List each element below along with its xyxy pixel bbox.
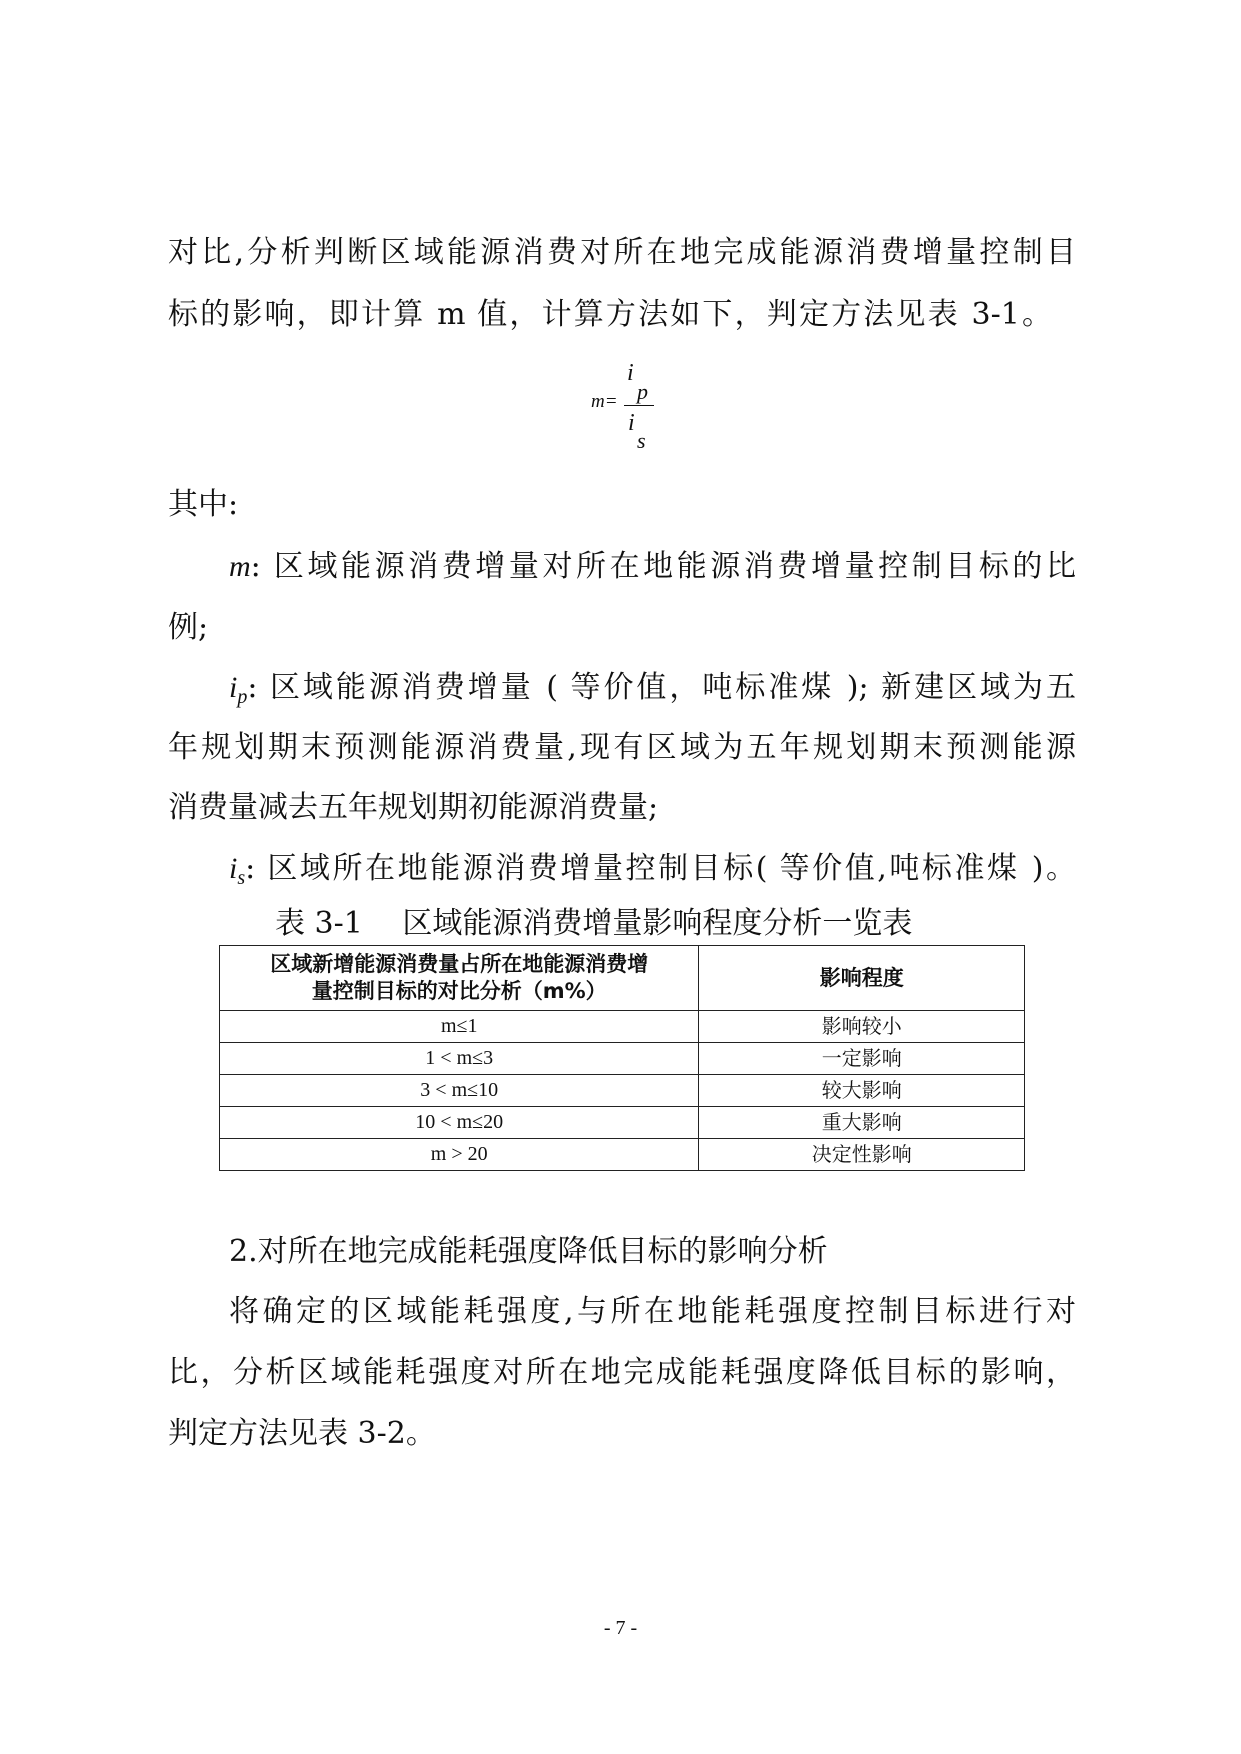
formula-numerator-i: i [627,360,634,386]
paragraph-line: 对比,分析判断区域能源消费对所在地完成能源消费增量控制目 [168,235,1076,270]
formula-lhs: m= [591,391,618,412]
header-impact: 影响程度 [699,946,1025,1011]
header-ratio-line1: 区域新增能源消费量占所在地能源消费增 [270,952,649,976]
impact-table [219,945,1025,1171]
formula-denominator-sub: s [637,428,646,453]
range-cell: m > 20 [220,1139,699,1171]
ip-definition-line3: 消费量减去五年规划期初能源消费量; [168,790,659,825]
ip-definition-text: : 区域能源消费增量 ( 等价值，吨标准煤 ); 新建区域为五 [247,670,1076,705]
table-row [220,1107,1025,1139]
impact-cell: 重大影响 [699,1107,1025,1139]
range-cell: 3 < m≤10 [220,1075,699,1107]
table-row [220,1139,1025,1171]
ip-symbol: i [229,671,238,704]
impact-cell: 较大影响 [699,1075,1025,1107]
header-ratio-line2: 量控制目标的对比分析（m%） [311,979,607,1003]
paragraph-line: 将确定的区域能耗强度,与所在地能耗强度控制目标进行对 [229,1294,1076,1329]
paragraph-line: 标的影响，即计算 m 值，计算方法如下，判定方法见表 3-1。 [168,297,1052,332]
impact-cell: 影响较小 [699,1011,1025,1043]
table-caption: 表 3-1 区域能源消费增量影响程度分析一览表 [275,906,913,941]
table-row [220,1075,1025,1107]
is-definition [229,849,1076,898]
ip-definition-line1 [229,668,1076,717]
paragraph-line: 比，分析区域能耗强度对所在地完成能耗强度降低目标的影响， [168,1355,1076,1390]
header-ratio [220,946,699,1011]
qizhong-label: 其中: [168,487,239,522]
impact-cell: 一定影响 [699,1043,1025,1075]
formula-denominator-i: i [628,410,635,436]
range-cell: 1 < m≤3 [220,1043,699,1075]
m-definition-line1 [229,547,1076,587]
range-cell: m≤1 [220,1011,699,1043]
table-row [220,1043,1025,1075]
ip-definition-line2: 年规划期末预测能源消费量,现有区域为五年规划期末预测能源 [168,730,1076,765]
m-definition-text: : 区域能源消费增量对所在地能源消费增量控制目标的比 [250,549,1076,584]
ip-subscript: p [237,686,248,708]
section-heading: 2.对所在地完成能耗强度降低目标的影响分析 [229,1234,828,1269]
range-cell: 10 < m≤20 [220,1107,699,1139]
table-row [220,1011,1025,1043]
page-number: - 7 - [603,1617,638,1639]
is-subscript: s [237,867,246,889]
table-header-row [220,946,1025,1011]
fraction-bar [624,405,654,406]
is-definition-text: : 区域所在地能源消费增量控制目标( 等价值,吨标准煤 )。 [245,851,1076,886]
m-definition-line2: 例; [168,610,209,645]
m-symbol: m [229,550,251,583]
impact-cell: 决定性影响 [699,1139,1025,1171]
paragraph-line: 判定方法见表 3-2。 [168,1416,436,1451]
formula-numerator-sub: p [637,379,648,404]
is-symbol: i [229,852,238,885]
